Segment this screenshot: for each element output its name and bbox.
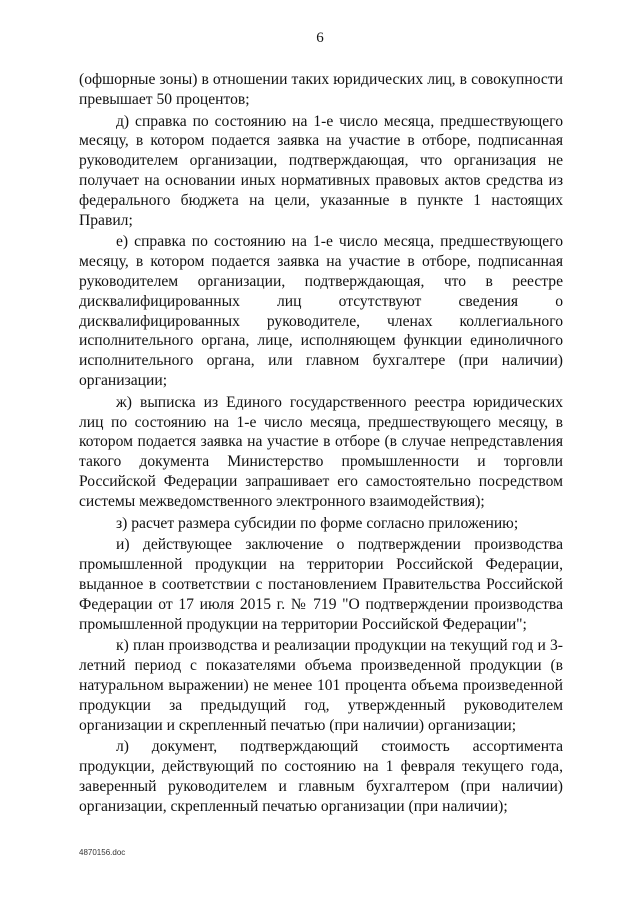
page-number: 6 [316, 30, 324, 46]
paragraph-item-k: к) план производства и реализации продукции на текущий год и 3-летний период с показателями объема произведенной продукции (в натуральном выражении) не менее 101 процента объема произведенной продукции за предыдущий год, утвержденный руководителем организации и скрепленный печатью (при наличии) организации; [79, 637, 563, 734]
paragraph-item-l: л) документ, подтверждающий стоимость ассортимента продукции, действующий по состоянию на 1 февраля текущего года, заверенный руководителем и главным бухгалтером (при наличии) организации, скрепленный печатью организации (при наличии); [79, 738, 563, 815]
paragraph-item-zh: ж) выписка из Единого государственного реестра юридических лиц по состоянию на 1-е число месяца, предшествующего месяцу, в котором подается заявка на участие в отборе (в случае непредставления такого документа Министерство промышленности и торговли Российской Федерации запрашивает его самостоятельно посредством системы межведомственного электронного взаимодействия); [79, 393, 563, 510]
document-body [79, 70, 563, 818]
paragraph-item-i: и) действующее заключение о подтверждении производства промышленной продукции на территории Российской Федерации, выданное в соответствии с постановлением Правительства Российской Федерации от 17 июля 2015 г. № 719 "О подтверждении производства промышленной продукции на территории Российской Федерации"; [79, 536, 563, 633]
paragraph-item-z: з) расчет размера субсидии по форме согласно приложению; [116, 514, 519, 532]
paragraph-item-d: д) справка по состоянию на 1-е число месяца, предшествующего месяцу, в котором подается заявка на участие в отборе, подписанная руководителем организации, подтверждающая, что организация не получает на основании иных нормативных правовых актов средства из федерального бюджета на цели, указанные в пункте 1 настоящих Правил; [79, 112, 563, 229]
footer-doc-id: 4870156.doc [79, 848, 126, 857]
paragraph-item-e: е) справка по состоянию на 1-е число месяца, предшествующего месяцу, в котором подается заявка на участие в отборе, подписанная руководителем организации, подтверждающая, что в реестре дисквалифицированных лиц отсутствуют сведения о дисквалифицированных руководителе, членах коллегиального исполнительного органа, лице, исполняющем функции единоличного исполнительного органа, или главном бухгалтере (при наличии) организации; [79, 233, 563, 389]
paragraph-offshore-continuation: (офшорные зоны) в отношении таких юридических лиц, в совокупности превышает 50 процентов; [79, 71, 563, 108]
